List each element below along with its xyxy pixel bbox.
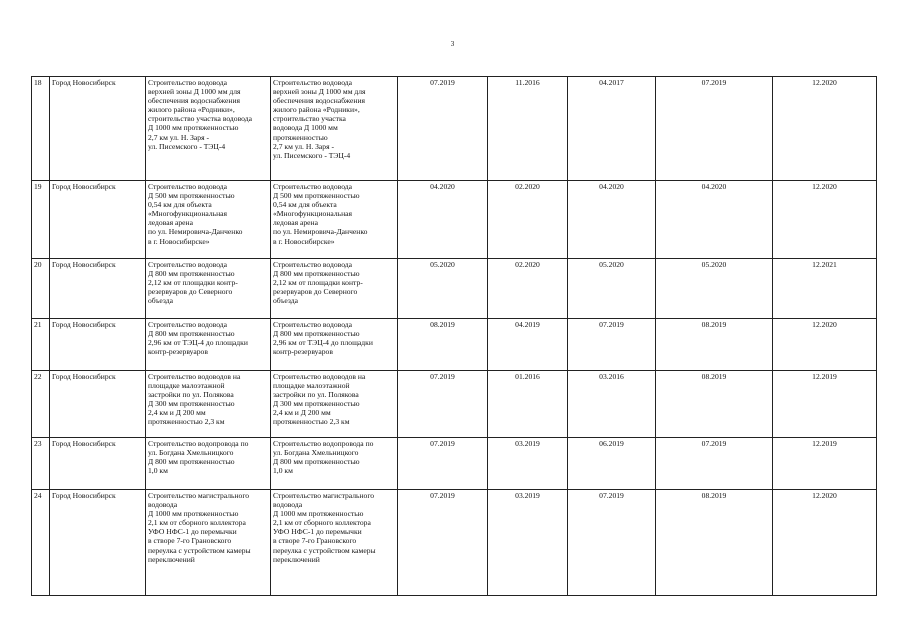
date-cell: 04.2020	[656, 181, 773, 259]
date-cell: 12.2019	[773, 371, 877, 438]
text-line: контр-резервуаров	[148, 347, 208, 357]
text-line: Строительство водоводов на	[148, 372, 241, 381]
text-line: переулка с устройством камеры	[273, 545, 376, 555]
text-line: Д 1000 мм протяженностью	[273, 509, 364, 519]
text-line: Д 1000 мм протяженностью	[148, 509, 239, 519]
text-line: 2,7 км ул. Н. Заря -	[148, 132, 210, 142]
text-line: «Многофункциональная	[273, 209, 353, 219]
date-cell: 08.2019	[398, 319, 488, 371]
date-cell: 07.2019	[656, 438, 773, 490]
date-cell: 06.2019	[568, 438, 656, 490]
object-name-cell	[146, 438, 271, 490]
text-line: застройки по ул. Полякова	[273, 390, 359, 400]
date-cell: 12.2020	[773, 490, 877, 596]
date-cell: 07.2019	[568, 490, 656, 596]
table-row	[32, 319, 877, 371]
text-line: Д 1000 мм протяженностью	[148, 123, 239, 133]
table-row	[32, 438, 877, 490]
text-line: переключений	[273, 554, 320, 564]
row-number-cell: 22	[32, 371, 50, 438]
object-description-cell	[271, 77, 398, 181]
text-line: ул. Богдана Хмельницкого	[148, 448, 234, 458]
text-line: ледовая арена	[273, 218, 318, 228]
text-line: Д 800 мм протяженностью	[148, 457, 235, 467]
text-line: водовода Д 1000 мм	[273, 123, 338, 133]
text-line: 0,54 км для объекта	[148, 200, 212, 210]
date-cell: 12.2021	[773, 259, 877, 319]
text-line: Строительство водопровода по	[273, 439, 374, 448]
text-line: резервуаров до Северного	[273, 287, 358, 297]
date-cell: 08.2019	[656, 490, 773, 596]
date-cell: 07.2019	[398, 77, 488, 181]
object-name-cell	[146, 77, 271, 181]
date-cell: 12.2019	[773, 438, 877, 490]
date-cell: 08.2019	[656, 371, 773, 438]
row-number-cell: 24	[32, 490, 50, 596]
page-number: 3	[450, 40, 455, 48]
text-line: 2,12 км от площадки контр-	[148, 278, 238, 288]
municipality-cell: Город Новосибирск	[50, 319, 146, 371]
object-name-cell	[146, 259, 271, 319]
text-line: Строительство водовода	[148, 320, 228, 329]
date-cell: 12.2020	[773, 319, 877, 371]
date-cell: 07.2019	[398, 438, 488, 490]
text-line: 0,54 км для объекта	[273, 200, 337, 210]
object-name-cell	[146, 319, 271, 371]
text-line: ул. Писемского - ТЭЦ-4	[148, 141, 226, 151]
text-line: Строительство водовода	[148, 78, 228, 87]
date-cell: 12.2020	[773, 181, 877, 259]
object-description-cell	[271, 181, 398, 259]
text-line: Д 500 мм протяженностью	[273, 191, 360, 201]
text-line: протяженностью	[273, 132, 328, 142]
text-line: переулка с устройством камеры	[148, 545, 251, 555]
text-line: по ул. Немировича-Данченко	[273, 227, 368, 237]
text-line: резервуаров до Северного	[148, 287, 233, 297]
text-line: Строительство магистрального	[148, 491, 250, 500]
object-name-cell	[146, 490, 271, 596]
text-line: строительство участка	[273, 114, 346, 124]
text-line: Д 800 мм протяженностью	[148, 269, 235, 279]
text-line: Строительство водовода	[148, 260, 228, 269]
text-line: Строительство магистрального	[273, 491, 375, 500]
text-line: Строительство водоводов на	[273, 372, 366, 381]
text-line: площадке малоэтажной	[148, 381, 225, 391]
row-number-cell: 20	[32, 259, 50, 319]
date-cell: 07.2019	[568, 319, 656, 371]
text-line: по ул. Немировича-Данченко	[148, 227, 243, 237]
text-line: водовода	[148, 500, 178, 510]
text-line: верхней зоны Д 1000 мм для	[273, 87, 366, 97]
text-line: Строительство водовода	[273, 78, 353, 87]
text-line: Строительство водовода	[273, 260, 353, 269]
text-line: Строительство водовода	[273, 320, 353, 329]
date-cell: 11.2016	[488, 77, 568, 181]
text-line: УФО НФС-1 до перемычки	[273, 527, 362, 537]
date-cell: 01.2016	[488, 371, 568, 438]
row-number-cell: 21	[32, 319, 50, 371]
municipality-cell: Город Новосибирск	[50, 259, 146, 319]
object-description-cell	[271, 438, 398, 490]
date-cell: 12.2020	[773, 77, 877, 181]
date-cell: 07.2019	[398, 490, 488, 596]
text-line: ул. Писемского - ТЭЦ-4	[273, 150, 351, 160]
date-cell: 05.2020	[398, 259, 488, 319]
text-line: водовода	[273, 500, 303, 510]
text-line: объезда	[273, 296, 298, 306]
object-description-cell	[271, 319, 398, 371]
object-name-cell	[146, 181, 271, 259]
text-line: жилого района «Родники»,	[148, 105, 235, 115]
text-line: Д 300 мм протяженностью	[273, 399, 360, 409]
text-line: Д 800 мм протяженностью	[273, 329, 360, 339]
date-cell: 04.2020	[398, 181, 488, 259]
text-line: 2,4 км и Д 200 мм	[273, 408, 331, 418]
row-number-cell: 18	[32, 77, 50, 181]
text-line: в створе 7-го Грановского	[273, 536, 357, 546]
text-line: Д 800 мм протяженностью	[148, 329, 235, 339]
text-line: Д 500 мм протяженностью	[148, 191, 235, 201]
text-line: обеспечения водоснабжения	[273, 96, 366, 106]
text-line: 1,0 км	[273, 466, 293, 476]
text-line: ледовая арена	[148, 218, 193, 228]
table-row	[32, 181, 877, 259]
municipality-cell: Город Новосибирск	[50, 77, 146, 181]
text-line: объезда	[148, 296, 173, 306]
date-cell: 04.2017	[568, 77, 656, 181]
text-line: 2,4 км и Д 200 мм	[148, 408, 206, 418]
text-line: обеспечения водоснабжения	[148, 96, 241, 106]
text-line: контр-резервуаров	[273, 347, 333, 357]
object-name-cell	[146, 371, 271, 438]
text-line: Строительство водовода	[148, 182, 228, 191]
municipality-cell: Город Новосибирск	[50, 371, 146, 438]
row-number-cell: 23	[32, 438, 50, 490]
text-line: 2,12 км от площадки контр-	[273, 278, 363, 288]
table-row	[32, 259, 877, 319]
text-line: протяженностью 2,3 км	[273, 417, 350, 427]
text-line: верхней зоны Д 1000 мм для	[148, 87, 241, 97]
text-line: ул. Богдана Хмельницкого	[273, 448, 359, 458]
table-row	[32, 77, 877, 181]
municipality-cell: Город Новосибирск	[50, 438, 146, 490]
date-cell: 02.2020	[488, 181, 568, 259]
construction-schedule-table	[31, 76, 877, 596]
text-line: Д 800 мм протяженностью	[273, 269, 360, 279]
text-line: «Многофункциональная	[148, 209, 228, 219]
table-row	[32, 371, 877, 438]
text-line: жилого района «Родники»,	[273, 105, 360, 115]
text-line: протяженностью 2,3 км	[148, 417, 225, 427]
text-line: 2,1 км от сборного коллектора	[148, 518, 246, 528]
municipality-cell: Город Новосибирск	[50, 181, 146, 259]
date-cell: 04.2020	[568, 181, 656, 259]
text-line: 2,96 км от ТЭЦ-4 до площадки	[273, 338, 373, 348]
date-cell: 05.2020	[656, 259, 773, 319]
date-cell: 02.2020	[488, 259, 568, 319]
text-line: в г. Новосибирске»	[148, 236, 210, 246]
object-description-cell	[271, 371, 398, 438]
text-line: Строительство водовода	[273, 182, 353, 191]
object-description-cell	[271, 259, 398, 319]
text-line: Д 800 мм протяженностью	[273, 457, 360, 467]
date-cell: 04.2019	[488, 319, 568, 371]
date-cell: 03.2019	[488, 490, 568, 596]
date-cell: 05.2020	[568, 259, 656, 319]
table-row	[32, 490, 877, 596]
text-line: 2,1 км от сборного коллектора	[273, 518, 371, 528]
text-line: 2,96 км от ТЭЦ-4 до площадки	[148, 338, 248, 348]
text-line: Строительство водопровода по	[148, 439, 249, 448]
date-cell: 07.2019	[398, 371, 488, 438]
date-cell: 07.2019	[656, 77, 773, 181]
date-cell: 08.2019	[656, 319, 773, 371]
text-line: строительство участка водовода	[148, 114, 252, 124]
text-line: застройки по ул. Полякова	[148, 390, 234, 400]
text-line: 1,0 км	[148, 466, 168, 476]
date-cell: 03.2016	[568, 371, 656, 438]
text-line: Д 300 мм протяженностью	[148, 399, 235, 409]
text-line: площадке малоэтажной	[273, 381, 350, 391]
object-description-cell	[271, 490, 398, 596]
text-line: 2,7 км ул. Н. Заря -	[273, 141, 335, 151]
text-line: в створе 7-го Грановского	[148, 536, 232, 546]
municipality-cell: Город Новосибирск	[50, 490, 146, 596]
row-number-cell: 19	[32, 181, 50, 259]
text-line: переключений	[148, 554, 195, 564]
text-line: УФО НФС-1 до перемычки	[148, 527, 237, 537]
text-line: в г. Новосибирске»	[273, 236, 335, 246]
date-cell: 03.2019	[488, 438, 568, 490]
